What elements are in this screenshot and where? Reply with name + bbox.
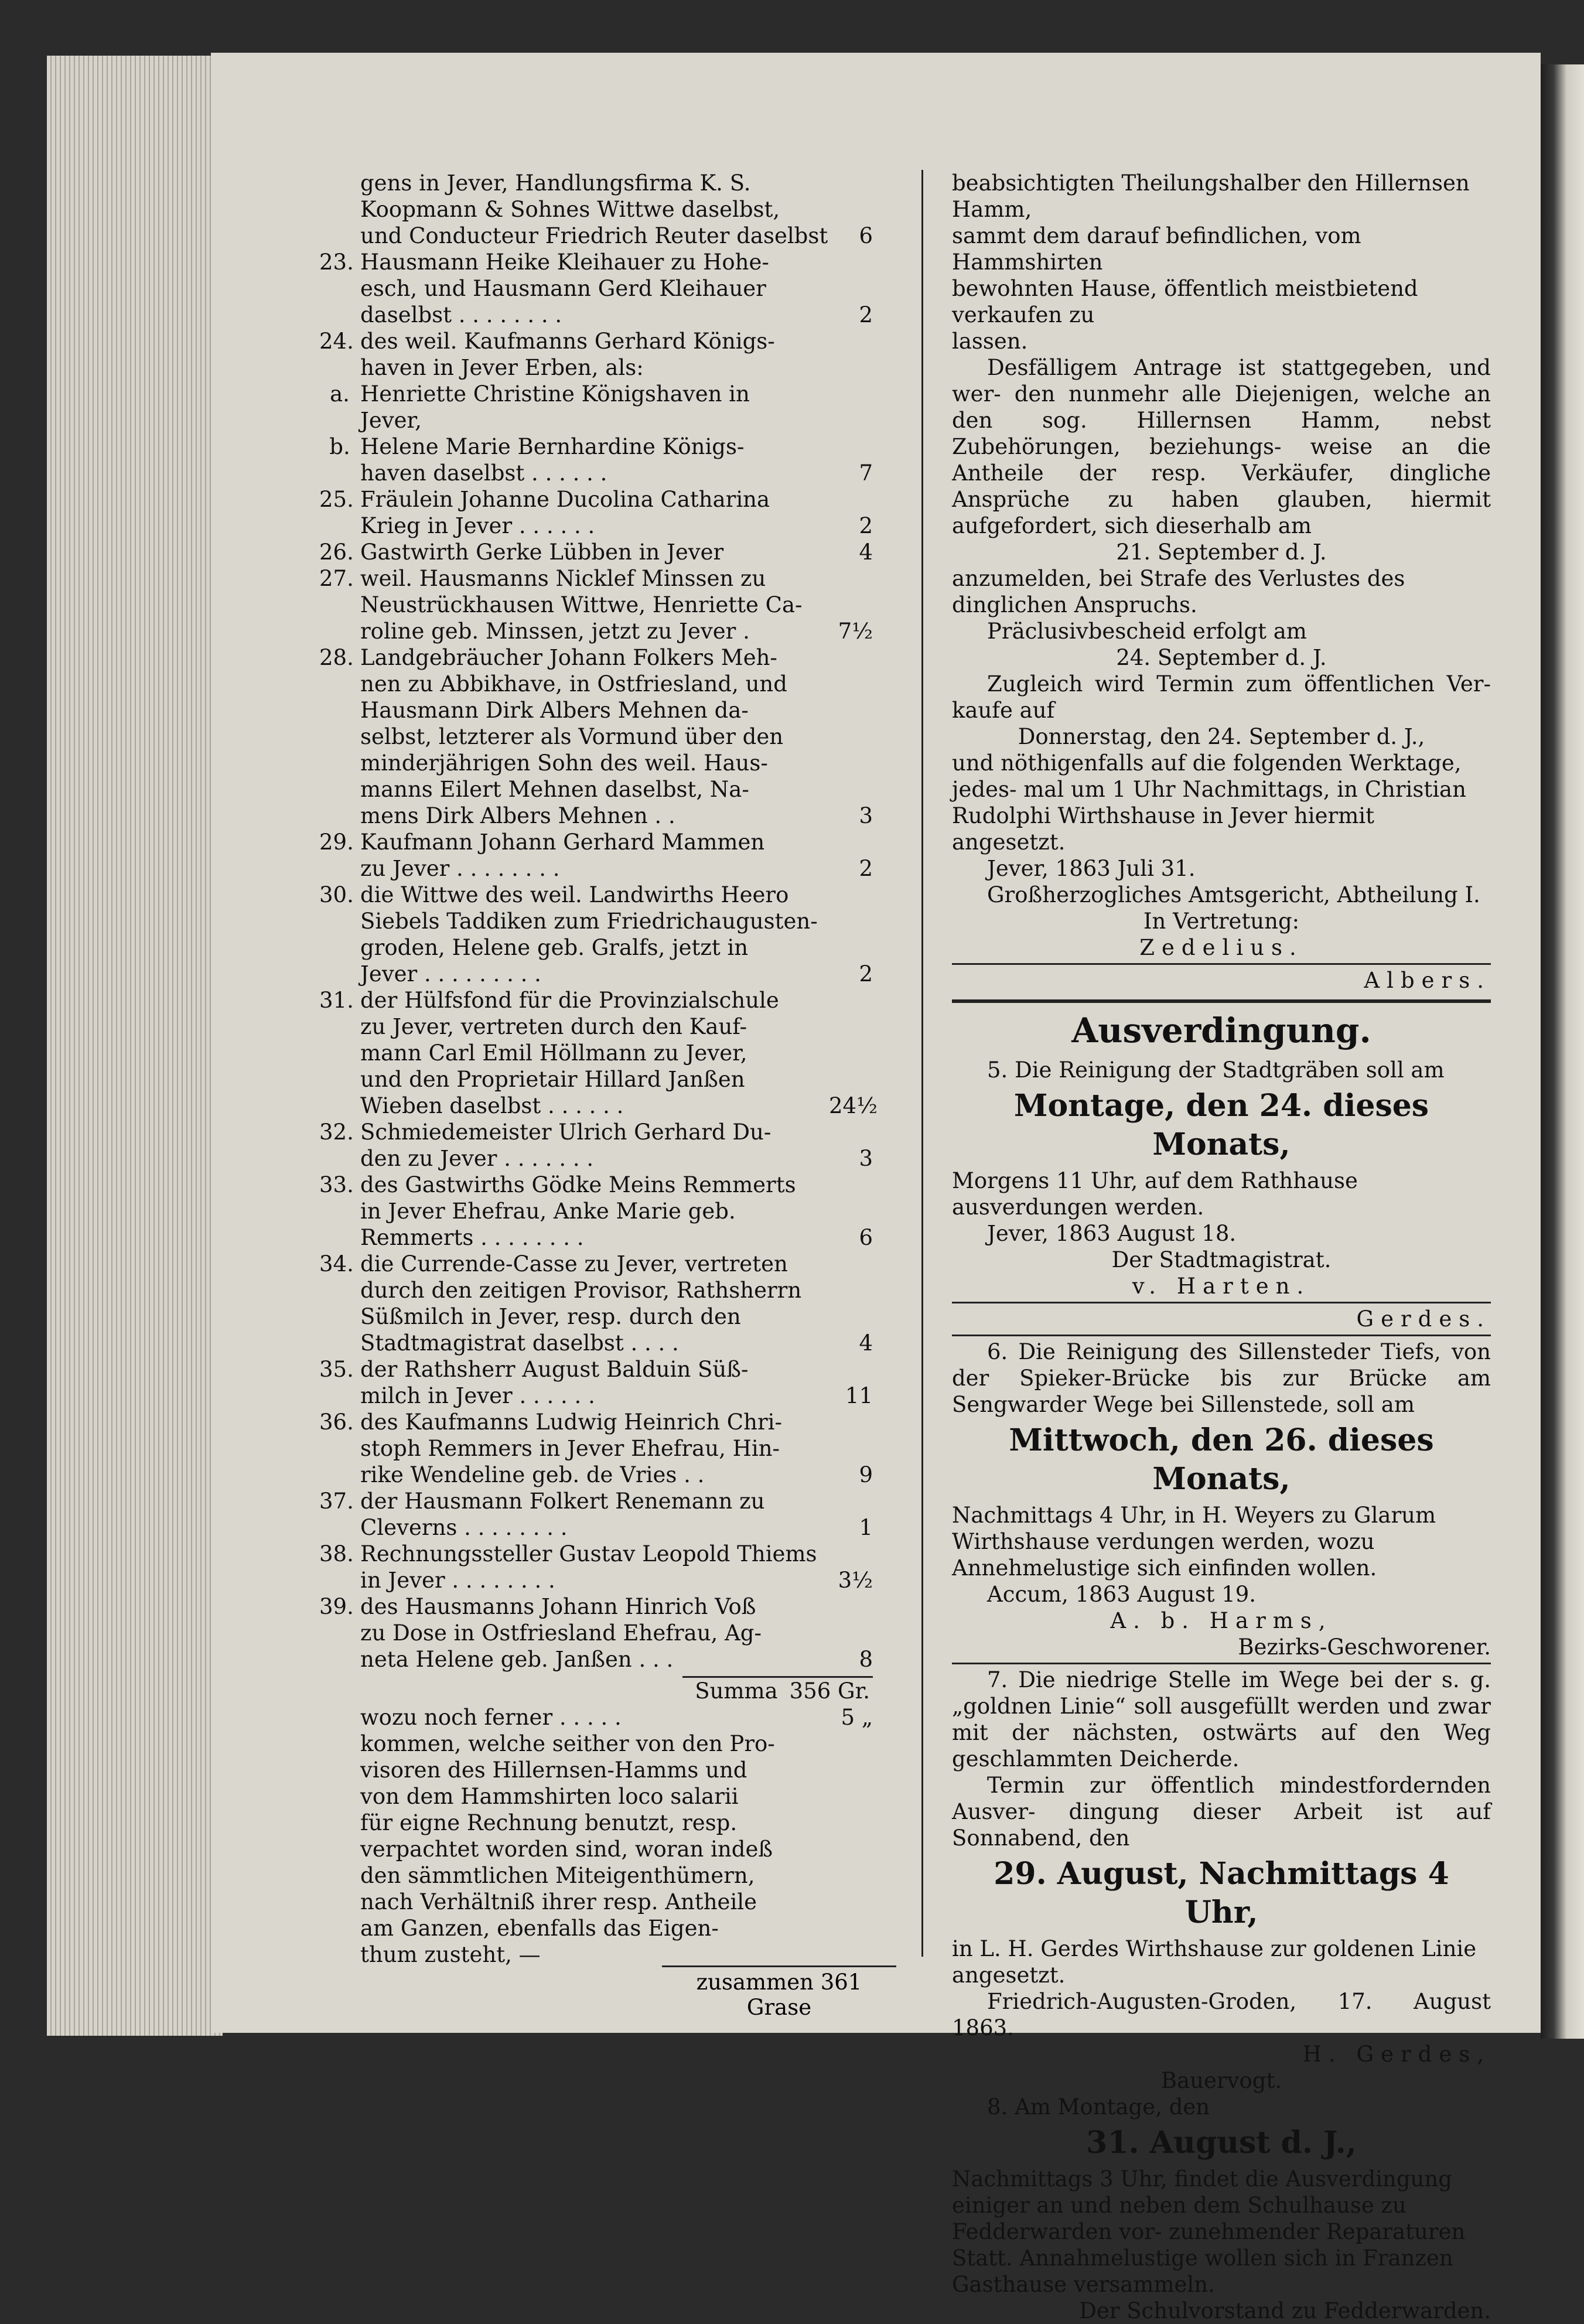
text-line: sammt dem darauf befindlichen, vom Hammshirten bbox=[952, 223, 1361, 275]
entry-number: 38. bbox=[319, 1541, 354, 1567]
wozu-row bbox=[319, 1704, 873, 1731]
item-text: 6. Die Reinigung des Sillensteder Tiefs, von der Spieker-Brücke bis zur Brücke am Sengwarder Wege bei Sillenstede, soll am bbox=[952, 1339, 1491, 1417]
text-line: zu Dose in Ostfriesland Ehefrau, Ag- bbox=[360, 1620, 762, 1646]
signature-role: Bauervogt. bbox=[1160, 2068, 1282, 2093]
praeclusiv-line: Präclusivbescheid erfolgt am bbox=[987, 619, 1307, 644]
office-name: Der Stadtmagistrat. bbox=[1111, 1247, 1332, 1272]
summa-label: Summa bbox=[695, 1678, 778, 1704]
entry-value: 11 bbox=[845, 1383, 873, 1408]
deadline-date: 21. September d. J. bbox=[1116, 540, 1327, 565]
text-line: die Currende-Casse zu Jever, vertreten bbox=[360, 1251, 788, 1277]
text-line: zu Jever, vertreten durch den Kauf- bbox=[360, 1014, 747, 1039]
entry-value: 3 bbox=[859, 803, 873, 828]
text-line: Fräulein Johanne Ducolina Catharina bbox=[360, 487, 770, 512]
item-text: Morgens 11 Uhr, auf dem Rathhause ausverdungen werden. bbox=[952, 1168, 1358, 1220]
text-line: mann Carl Emil Höllmann zu Jever, bbox=[360, 1040, 747, 1066]
text-line: Krieg in Jever . . . . . . bbox=[360, 513, 595, 538]
item-text: 8. Am Montage, den bbox=[987, 2094, 1210, 2120]
entry-number: 25. bbox=[319, 487, 354, 512]
entry-value: 24½ bbox=[829, 1093, 878, 1118]
text-line: bewohnten Hause, öffentlich meistbietend verkaufen zu bbox=[952, 276, 1418, 327]
text-line: am Ganzen, ebenfalls das Eigen- bbox=[360, 1916, 719, 1941]
list-item bbox=[319, 1356, 873, 1409]
text-line: beabsichtigten Theilungshalber den Hillernsen Hamm, bbox=[952, 170, 1470, 222]
item-date: 29. August, Nachmittags 4 Uhr, bbox=[994, 1856, 1449, 1930]
entry-number: 36. bbox=[319, 1410, 354, 1435]
text-line: haven in Jever Erben, als: bbox=[360, 355, 644, 380]
text-line: verpachtet worden sind, woran indeß bbox=[360, 1837, 773, 1862]
entry-value: 4 bbox=[859, 1330, 873, 1356]
text-line: für eigne Rechnung benutzt, resp. bbox=[360, 1810, 738, 1835]
notice-paragraph: und nöthigenfalls auf die folgenden Werktage, jedes- mal um 1 Uhr Nachmittags, in Christian Rudolphi Wirthshause in Jever hiermit angesetzt. bbox=[952, 750, 1466, 855]
zusammen-total: zusammen 361 Grase bbox=[662, 1965, 896, 2020]
summa-row bbox=[682, 1676, 873, 1704]
text-line: Stadtmagistrat daselbst . . . . bbox=[360, 1330, 679, 1356]
text-line: selbst, letzterer als Vormund über den bbox=[360, 724, 784, 749]
entry-text bbox=[360, 1356, 829, 1409]
praeclusiv-date: 24. September d. J. bbox=[1116, 645, 1327, 670]
entry-value: 3½ bbox=[838, 1568, 873, 1593]
item-text: Nachmittags 4 Uhr, in H. Weyers zu Glarum Wirthshause verdungen werden, wozu Annehmelustige sich einfinden wollen. bbox=[952, 1503, 1436, 1581]
text-line: stoph Remmers in Jever Ehefrau, Hin- bbox=[360, 1436, 780, 1461]
list-item bbox=[319, 1488, 873, 1541]
text-line: mens Dirk Albers Mehnen . . bbox=[360, 803, 675, 828]
text-line: des Gastwirths Gödke Meins Remmerts bbox=[360, 1172, 796, 1197]
entry-text bbox=[360, 987, 829, 1119]
text-line: Kaufmann Johann Gerhard Mammen bbox=[360, 830, 765, 855]
entry-value: 1 bbox=[859, 1515, 873, 1540]
text-line: Hausmann Heike Kleihauer zu Hohe- bbox=[360, 250, 769, 275]
text-line: Süßmilch in Jever, resp. durch den bbox=[360, 1304, 741, 1329]
text-line: wozu noch ferner . . . . . bbox=[360, 1705, 622, 1730]
list-item bbox=[319, 882, 873, 987]
text-line: der Rathsherr August Balduin Süß- bbox=[360, 1357, 749, 1382]
entry-text bbox=[360, 539, 829, 565]
list-item bbox=[319, 644, 873, 829]
list-item bbox=[319, 434, 873, 486]
list-item bbox=[319, 328, 873, 381]
entry-value: 6 bbox=[859, 223, 873, 248]
divider bbox=[952, 1663, 1491, 1664]
text-line: und den Proprietair Hillard Janßen bbox=[360, 1067, 745, 1092]
entry-text bbox=[360, 644, 829, 829]
entry-value: 6 bbox=[859, 1225, 873, 1250]
list-item bbox=[319, 249, 873, 328]
item-text: 7. Die niedrige Stelle im Wege bei der s. g. „goldnen Linie“ soll ausgefüllt werden und zwar mit der nächsten, ostwärts auf den Weg geschlammten Deicherde. bbox=[952, 1667, 1491, 1772]
list-item bbox=[319, 381, 873, 434]
list-item bbox=[319, 1172, 873, 1251]
text-line: Wieben daselbst . . . . . . bbox=[360, 1093, 624, 1118]
text-line: visoren des Hillernsen-Hamms und bbox=[360, 1757, 747, 1783]
entry-value: 2 bbox=[859, 856, 873, 881]
entry-number: 23. bbox=[319, 250, 354, 275]
signature: Zedelius. bbox=[1139, 935, 1303, 960]
item-date: 31. August d. J., bbox=[1086, 2125, 1357, 2161]
text-line: des Hausmanns Johann Hinrich Voß bbox=[360, 1594, 756, 1619]
entry-number: 34. bbox=[319, 1251, 354, 1277]
text-line: manns Eilert Mehnen daselbst, Na- bbox=[360, 777, 749, 802]
text-line: die Wittwe des weil. Landwirths Heero bbox=[360, 882, 789, 907]
text-line: Hausmann Dirk Albers Mehnen da- bbox=[360, 698, 749, 723]
entry-text bbox=[360, 565, 829, 644]
entry-number: 30. bbox=[319, 882, 354, 907]
list-item bbox=[319, 1251, 873, 1356]
entry-text bbox=[360, 249, 829, 328]
text-line: Siebels Taddiken zum Friedrichaugusten- bbox=[360, 909, 818, 934]
text-line: in Jever . . . . . . . . bbox=[360, 1568, 555, 1593]
entry-value: 9 bbox=[859, 1462, 873, 1487]
entry-text bbox=[360, 1251, 829, 1356]
text-line: haven daselbst . . . . . . bbox=[360, 460, 607, 486]
section-heading: Ausverdingung. bbox=[1071, 1011, 1371, 1050]
page-stack-edges bbox=[47, 56, 223, 2036]
text-line: und Conducteur Friedrich Reuter daselbst bbox=[360, 223, 828, 248]
book-gutter bbox=[1541, 64, 1584, 2039]
list-item bbox=[319, 1541, 873, 1593]
entry-text bbox=[360, 434, 829, 486]
place-date: Friedrich-Augusten-Groden, 17. August 1863. bbox=[952, 1989, 1491, 2040]
entry-number: 35. bbox=[319, 1357, 354, 1382]
text-line: Koopmann & Sohnes Wittwe daselbst, bbox=[360, 197, 780, 222]
zugleich-line: Zugleich wird Termin zum öffentlichen Ver- kaufe auf bbox=[952, 671, 1491, 723]
text-line: Jever, bbox=[360, 408, 422, 433]
entry-text bbox=[360, 381, 829, 434]
divider bbox=[952, 963, 1491, 965]
signature: Gerdes. bbox=[1356, 1306, 1491, 1332]
entry-text bbox=[360, 1593, 829, 1673]
item-text: in L. H. Gerdes Wirthshause zur goldenen Linie angesetzt. bbox=[952, 1936, 1477, 1988]
entry-text bbox=[360, 1541, 829, 1593]
entry-value: 7½ bbox=[838, 619, 873, 644]
entry-number: a. bbox=[330, 381, 350, 407]
text-line: von dem Hammshirten loco salarii bbox=[360, 1784, 739, 1809]
entry-number: b. bbox=[329, 434, 350, 459]
text-line: Henriette Christine Königshaven in bbox=[360, 381, 750, 407]
item-text: Nachmittags 3 Uhr, findet die Ausverdingung einiger an und neben dem Schulhause zu Fedderwarden vor- zunehmender Reparaturen Statt. Annahmelustige wollen sich in Franzen Gasthause versammeln. bbox=[952, 2166, 1466, 2297]
text-line: neta Helene geb. Janßen . . . bbox=[360, 1647, 674, 1672]
list-item bbox=[319, 1409, 873, 1488]
text-line: rike Wendeline geb. de Vries . . bbox=[360, 1462, 705, 1487]
entry-value: 8 bbox=[859, 1647, 873, 1672]
court-name: Großherzogliches Amtsgericht, Abtheilung I. bbox=[987, 882, 1480, 907]
text-line: nach Verhältniß ihrer resp. Antheile bbox=[360, 1889, 757, 1915]
kommen-text bbox=[319, 1731, 873, 1968]
intro-text bbox=[319, 170, 829, 249]
left-column bbox=[319, 170, 878, 1968]
text-line: Gastwirth Gerke Lübben in Jever bbox=[360, 540, 724, 565]
text-line: den sämmtlichen Miteigenthümern, bbox=[360, 1863, 755, 1888]
entry-list bbox=[319, 249, 878, 1673]
text-line: in Jever Ehefrau, Anke Marie geb. bbox=[360, 1199, 736, 1224]
text-line: Cleverns . . . . . . . . bbox=[360, 1515, 568, 1540]
entry-number: 26. bbox=[319, 540, 354, 565]
text-line: milch in Jever . . . . . . bbox=[360, 1383, 595, 1408]
text-line: des weil. Kaufmanns Gerhard Königs- bbox=[360, 329, 775, 354]
summa-value: 356 Gr. bbox=[789, 1678, 870, 1704]
section-rule bbox=[952, 999, 1491, 1003]
entry-value: 4 bbox=[859, 540, 873, 565]
list-item bbox=[319, 539, 873, 565]
text-line: groden, Helene geb. Gralfs, jetzt in bbox=[360, 935, 749, 960]
wozu-value: 5 „ bbox=[841, 1705, 873, 1730]
item-date: Mittwoch, den 26. dieses Monats, bbox=[1009, 1422, 1434, 1497]
text-line: Landgebräucher Johann Folkers Meh- bbox=[360, 645, 777, 670]
entry-text bbox=[360, 829, 829, 882]
text-line: Rechnungssteller Gustav Leopold Thiems bbox=[360, 1541, 817, 1567]
entry-value: 2 bbox=[859, 961, 873, 987]
entry-value: 2 bbox=[859, 302, 873, 327]
entry-text bbox=[360, 328, 829, 381]
text-line: Neustrückhausen Wittwe, Henriette Ca- bbox=[360, 592, 803, 617]
text-line: des Kaufmanns Ludwig Heinrich Chri- bbox=[360, 1410, 782, 1435]
signature: A. b. Harms, bbox=[1110, 1608, 1333, 1633]
entry-text bbox=[360, 1172, 829, 1251]
text-line: kommen, welche seither von den Pro- bbox=[360, 1731, 775, 1756]
right-column bbox=[952, 170, 1491, 2324]
list-item bbox=[319, 486, 873, 539]
place-date: Accum, 1863 August 19. bbox=[987, 1582, 1257, 1607]
column-divider bbox=[921, 170, 923, 1957]
text-line: weil. Hausmanns Nicklef Minssen zu bbox=[360, 566, 766, 591]
signature-role: Bezirks-Geschworener. bbox=[1238, 1634, 1491, 1660]
text-line: thum zusteht, — bbox=[360, 1942, 541, 1967]
notice-paragraph: anzumelden, bei Strafe des Verlustes des dinglichen Anspruchs. bbox=[952, 566, 1405, 617]
item-text: Termin zur öffentlich mindestfordernden Ausver- dingung dieser Arbeit ist auf Sonnabend, den bbox=[952, 1773, 1491, 1851]
item-text: 5. Die Reinigung der Stadtgräben soll am bbox=[987, 1057, 1445, 1083]
entry-value: 2 bbox=[859, 513, 873, 538]
divider bbox=[952, 1335, 1491, 1336]
list-item bbox=[319, 1119, 873, 1172]
list-item bbox=[319, 829, 873, 882]
text-line: den zu Jever . . . . . . . bbox=[360, 1146, 594, 1171]
item-date: Montage, den 24. dieses Monats, bbox=[1013, 1088, 1429, 1162]
entry-value: 3 bbox=[859, 1146, 873, 1171]
text-line: der Hülfsfond für die Provinzialschule bbox=[360, 988, 779, 1013]
wozu-text bbox=[319, 1704, 829, 1731]
intro-entry bbox=[319, 170, 873, 249]
text-line: der Hausmann Folkert Renemann zu bbox=[360, 1489, 765, 1514]
entry-number: 27. bbox=[319, 566, 354, 591]
entry-number: 28. bbox=[319, 645, 354, 670]
text-line: Remmerts . . . . . . . . bbox=[360, 1225, 584, 1250]
text-line: Jever . . . . . . . . . bbox=[360, 961, 541, 987]
text-line: nen zu Abbikhave, in Ostfriesland, und bbox=[360, 671, 787, 697]
entry-text bbox=[360, 1409, 829, 1488]
entry-number: 31. bbox=[319, 988, 354, 1013]
opening-text bbox=[952, 170, 1491, 354]
vertretung-label: In Vertretung: bbox=[1143, 909, 1300, 934]
signature: Albers. bbox=[1364, 968, 1491, 993]
text-line: durch den zeitigen Provisor, Rathsherrn bbox=[360, 1278, 802, 1303]
notice-paragraph: Desfälligem Antrage ist stattgegeben, und wer- den nunmehr alle Diejenigen, welche an den sog. Hillernsen Hamm, nebst Zubehörungen, beziehungs- weise an die Antheile der resp. Verkäufer, dingliche Ansprüche zu haben glauben, hiermit aufgefordert, sich dieserhalb am bbox=[952, 355, 1491, 538]
text-line: Helene Marie Bernhardine Königs- bbox=[360, 434, 745, 459]
entry-number: 24. bbox=[319, 329, 354, 354]
text-line: zu Jever . . . . . . . . bbox=[360, 856, 560, 881]
signature: Der Schulvorstand zu Fedderwarden. bbox=[1079, 2298, 1491, 2323]
text-line: minderjährigen Sohn des weil. Haus- bbox=[360, 750, 768, 776]
entry-value: 7 bbox=[859, 460, 873, 486]
entry-text bbox=[360, 1488, 829, 1541]
entry-text bbox=[360, 1119, 829, 1172]
text-line: lassen. bbox=[952, 329, 1028, 354]
divider bbox=[952, 1302, 1491, 1303]
list-item bbox=[319, 565, 873, 644]
list-item bbox=[319, 1593, 873, 1673]
text-line: gens in Jever, Handlungsfirma K. S. bbox=[360, 170, 751, 196]
text-line: Schmiedemeister Ulrich Gerhard Du- bbox=[360, 1120, 771, 1145]
entry-text bbox=[360, 486, 829, 539]
text-line: roline geb. Minssen, jetzt zu Jever . bbox=[360, 619, 750, 644]
sale-date: Donnerstag, den 24. September d. J., bbox=[1018, 724, 1425, 749]
place-date: Jever, 1863 Juli 31. bbox=[987, 856, 1196, 881]
entry-number: 39. bbox=[319, 1594, 354, 1619]
entry-number: 29. bbox=[319, 830, 354, 855]
entry-number: 32. bbox=[319, 1120, 354, 1145]
entry-text bbox=[360, 882, 829, 987]
text-line: esch, und Hausmann Gerd Kleihauer bbox=[360, 276, 766, 301]
signature: H. Gerdes, bbox=[1302, 2042, 1491, 2067]
text-line: daselbst . . . . . . . . bbox=[360, 302, 562, 327]
entry-number: 33. bbox=[319, 1172, 354, 1197]
place-date: Jever, 1863 August 18. bbox=[987, 1221, 1237, 1246]
list-item bbox=[319, 987, 878, 1119]
signature: v. Harten. bbox=[1132, 1274, 1311, 1299]
entry-number: 37. bbox=[319, 1489, 354, 1514]
